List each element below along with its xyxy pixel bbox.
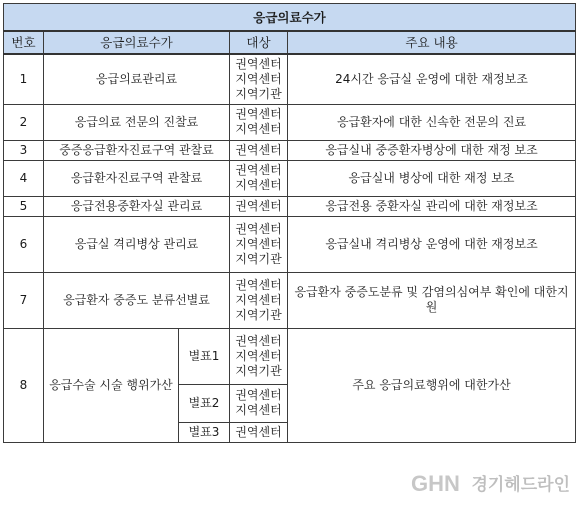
row-description: 응급실내 격리병상 운영에 대한 재정보조 [288,216,576,272]
table-row [4,54,576,104]
header-content: 주요 내용 [288,31,576,54]
sub-label: 별표3 [179,422,230,442]
row-number: 5 [4,196,44,216]
table-row [4,328,576,384]
ghn-logo-icon [411,471,469,495]
target-item: 권역센터 [235,107,282,121]
target-item: 권역센터 [235,333,282,348]
header-fee: 응급의료수가 [44,31,230,54]
row-targets [230,216,288,272]
row-number: 2 [4,104,44,140]
target-item: 지역기관 [235,86,282,101]
target-item: 지역센터 [235,178,282,192]
header-row [4,31,576,54]
row-number: 4 [4,160,44,196]
row-fee-name: 응급실 격리병상 관리료 [44,216,230,272]
row-targets [230,104,288,140]
svg-text:GHN: GHN [411,470,461,495]
row-description: 응급환자 중증도분류 및 감염의심여부 확인에 대한지원 [288,272,576,328]
target-item: 권역센터 [235,163,282,177]
header-number: 번호 [4,31,44,54]
target-item: 지역센터 [235,122,282,136]
target-item: 지역센터 [235,403,282,417]
target-item: 지역센터 [235,292,282,307]
target-item: 권역센터 [235,142,282,157]
row-number: 8 [4,328,44,442]
row-targets [230,160,288,196]
row-number: 6 [4,216,44,272]
row-number: 3 [4,140,44,160]
target-item: 지역기관 [235,251,282,266]
row-description: 응급실내 중증환자병상에 대한 재정 보조 [288,140,576,160]
row-targets [230,384,288,422]
row-targets [230,196,288,216]
table-row [4,272,576,328]
row-description: 응급전용 중환자실 관리에 대한 재정보조 [288,196,576,216]
table-title: 응급의료수가 [4,4,576,32]
row-fee-name: 응급의료 전문의 진찰료 [44,104,230,140]
row-fee-name: 응급수술 시술 행위가산 [44,328,179,442]
row-fee-name: 응급환자 중증도 분류선별료 [44,272,230,328]
target-item: 지역센터 [235,71,282,86]
row-number: 1 [4,54,44,104]
watermark-logo [411,470,570,495]
row-description: 24시간 응급실 운영에 대한 재정보조 [288,54,576,104]
fee-table [3,3,576,443]
row-fee-name: 응급환자진료구역 관찰료 [44,160,230,196]
target-item: 권역센터 [235,277,282,292]
row-targets [230,140,288,160]
row-targets [230,328,288,384]
row-number: 7 [4,272,44,328]
watermark-text: 경기헤드라인 [471,475,570,494]
target-item: 권역센터 [235,424,282,439]
target-item: 지역기관 [235,363,282,378]
target-item: 지역기관 [235,307,282,322]
row-description: 주요 응급의료행위에 대한가산 [288,328,576,442]
table-row [4,104,576,140]
row-fee-name: 응급전용중환자실 관리료 [44,196,230,216]
header-target: 대상 [230,31,288,54]
target-item: 권역센터 [235,388,282,402]
sub-label: 별표2 [179,384,230,422]
row-description: 응급환자에 대한 신속한 전문의 진료 [288,104,576,140]
target-item: 지역센터 [235,348,282,363]
row-targets [230,272,288,328]
row-targets [230,422,288,442]
table-row [4,216,576,272]
row-targets [230,54,288,104]
table-container [3,3,575,443]
target-item: 권역센터 [235,56,282,71]
table-row [4,140,576,160]
target-item: 권역센터 [235,198,282,213]
row-description: 응급실내 병상에 대한 재정 보조 [288,160,576,196]
target-item: 지역센터 [235,236,282,251]
table-row [4,196,576,216]
sub-label: 별표1 [179,328,230,384]
target-item: 권역센터 [235,221,282,236]
row-fee-name: 중증응급환자진료구역 관찰료 [44,140,230,160]
row-fee-name: 응급의료관리료 [44,54,230,104]
table-row [4,160,576,196]
